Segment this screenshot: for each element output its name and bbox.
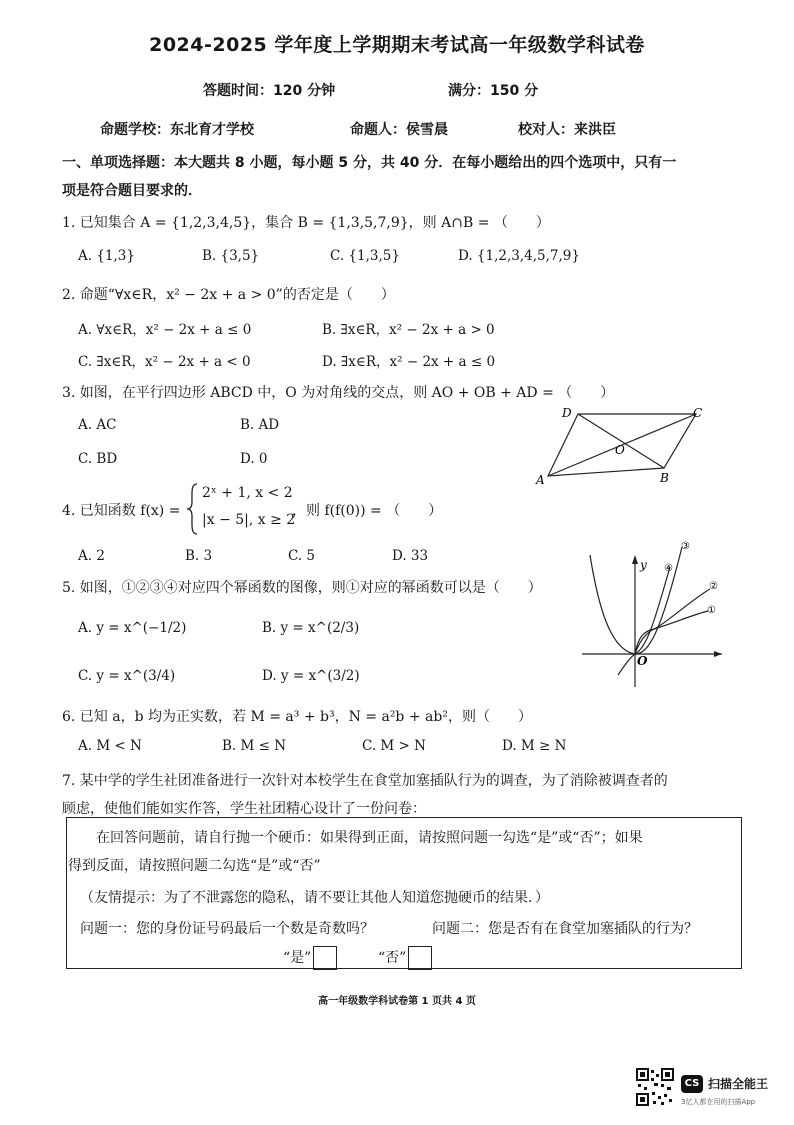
curve-3-label: ③	[681, 541, 690, 552]
q1-option-c: C. {1,3,5}	[330, 248, 400, 264]
q2-option-d: D. ∃x∈R，x² − 2x + a ≤ 0	[322, 354, 496, 370]
questionnaire-question-2: 问题二：您是否有在食堂加塞插队的行为？	[432, 921, 698, 937]
no-option	[378, 946, 432, 970]
full-score: 满分：150 分	[448, 83, 539, 99]
scanner-app-name: 扫描全能王	[708, 1077, 769, 1091]
questionnaire-instruction-2: 得到反面，请按照问题二勾选“是”或“否”	[68, 858, 321, 874]
yes-option	[283, 946, 337, 970]
q6-option-b: B. M ≤ N	[222, 738, 287, 754]
q1-option-b: B. {3,5}	[202, 248, 260, 264]
q5-option-a: A. y = x^(−1/2)	[78, 620, 187, 636]
questionnaire-privacy-hint: （友情提示：为了不泄露您的隐私，请不要让其他人知道您抛硬币的结果．）	[80, 890, 549, 906]
label-a: A	[536, 473, 545, 486]
q1-option-a: A. {1,3}	[78, 248, 135, 264]
q6-option-c: C. M > N	[362, 738, 426, 754]
section-1-instructions-line2: 项是符合题目要求的．	[62, 183, 202, 199]
curve-4-label: ④	[664, 563, 673, 574]
q4-stem-suffix: ，则 f(f(0)) = （ ）	[292, 503, 443, 519]
q2-stem: 2. 命题“∀x∈R，x² − 2x + a > 0”的否定是（ ）	[62, 287, 395, 303]
proposition-author: 命题人：侯雪晨	[350, 122, 448, 138]
x-axis-arrow	[714, 651, 722, 657]
label-o: O	[615, 443, 625, 457]
exam-title: 2024-2025 学年度上学期期末考试高一年级数学科试卷	[149, 34, 645, 56]
q5-option-c: C. y = x^(3/4)	[78, 668, 176, 684]
q7-stem-line2: 顾虑，使他们能如实作答，学生社团精心设计了一份问卷：	[62, 801, 426, 817]
q2-option-a: A. ∀x∈R，x² − 2x + a ≤ 0	[78, 322, 252, 338]
q6-option-d: D. M ≥ N	[502, 738, 567, 754]
q4-stem-prefix: 4. 已知函数 f(x) =	[62, 503, 181, 519]
origin-label: O	[637, 654, 648, 668]
q6-stem: 6. 已知 a，b 均为正实数，若 M = a³ + b³，N = a²b + ab²，则（ ）	[62, 709, 532, 725]
section-1-instructions-line1: 一、单项选择题：本大题共 8 小题，每小题 5 分，共 40 分．在每小题给出的四个选项中，只有一	[62, 155, 677, 171]
q5-option-d: D. y = x^(3/2)	[262, 668, 360, 684]
q3-option-c: C. BD	[78, 451, 118, 467]
q3-option-a: A. AC	[78, 417, 117, 433]
q1-option-d: D. {1,2,3,4,5,7,9}	[458, 248, 580, 264]
no-label: “否”	[378, 950, 407, 966]
label-c: C	[693, 406, 703, 420]
label-b: B	[660, 471, 669, 485]
yes-label: “是”	[283, 950, 312, 966]
q5-option-b: B. y = x^(2/3)	[262, 620, 360, 636]
q4-option-c: C. 5	[288, 548, 316, 564]
curve-1-label: ①	[707, 605, 716, 616]
q1-stem: 1. 已知集合 A = {1,2,3,4,5}，集合 B = {1,3,5,7,9}，则 A∩B = （ ）	[62, 215, 550, 231]
camscanner-logo: CS	[681, 1075, 703, 1093]
checker: 校对人：来洪臣	[518, 122, 616, 138]
proposition-school: 命题学校：东北育才学校	[100, 122, 254, 138]
q4-option-d: D. 33	[392, 548, 429, 564]
q2-option-b: B. ∃x∈R，x² − 2x + a > 0	[322, 322, 495, 338]
y-axis-label: y	[640, 558, 647, 572]
q2-option-c: C. ∃x∈R，x² − 2x + a < 0	[78, 354, 251, 370]
q3-stem: 3. 如图，在平行四边形 ABCD 中，O 为对角线的交点，则 AO + OB + AD = （ ）	[62, 385, 615, 401]
questionnaire-question-1: 问题一：您的身份证号码最后一个数是奇数吗？	[80, 921, 374, 937]
questionnaire-instruction-1: 在回答问题前，请自行抛一个硬币：如果得到正面，请按照问题一勾选“是”或“否”；如果	[96, 830, 643, 846]
qr-code	[636, 1068, 674, 1106]
page-footer: 高一年级数学科试卷第 1 页共 4 页	[318, 996, 476, 1007]
power-function-graph	[578, 535, 728, 690]
diagonal-bd	[578, 414, 664, 468]
curve-2	[635, 589, 710, 654]
y-axis-arrow	[632, 555, 638, 564]
q3-option-b: B. AD	[240, 417, 280, 433]
q3-option-d: D. 0	[240, 451, 268, 467]
q5-stem: 5. 如图，①②③④对应四个幂函数的图像，则①对应的幂函数可以是（ ）	[62, 580, 542, 596]
piecewise-brace	[185, 482, 199, 536]
q6-option-a: A. M < N	[78, 738, 142, 754]
q4-option-b: B. 3	[185, 548, 213, 564]
curve-2-label: ②	[709, 581, 718, 592]
label-d: D	[562, 406, 572, 420]
scanner-slogan: 3亿人都在用的扫描App	[681, 1098, 756, 1106]
q7-stem-line1: 7. 某中学的学生社团准备进行一次针对本校学生在食堂加塞插队行为的调查，为了消除被调查者的	[62, 773, 668, 789]
q4-case-1: 2ˣ + 1, x < 2	[202, 485, 293, 501]
q4-case-2: |x − 5|, x ≥ 2	[202, 512, 296, 528]
no-checkbox[interactable]	[408, 946, 432, 970]
parallelogram-figure	[528, 400, 718, 486]
answer-time: 答题时间：120 分钟	[203, 83, 336, 99]
yes-checkbox[interactable]	[313, 946, 337, 970]
q4-option-a: A. 2	[78, 548, 105, 564]
